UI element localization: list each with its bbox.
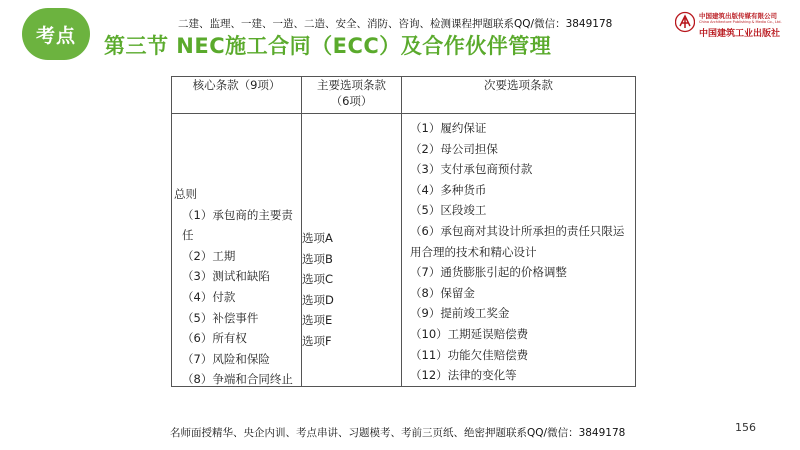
list-item: （5）补偿事件 [182,310,259,325]
list-item: 总则 [174,187,197,201]
list-item: （5）区段竣工 [410,203,487,218]
list-item: （9）提前竣工奖金 [410,306,510,321]
list-item: 选项D [302,292,334,307]
topic-badge-label: 考点 [35,24,76,47]
list-item: （8）保留金 [410,285,475,300]
footer-banner: 名师面授精华、央企内训、考点串讲、习题模考、考前三页纸、绝密押题联系QQ/微信：3849178 [170,427,626,439]
header-main-options [302,77,402,114]
table-header-row [172,77,636,114]
list-item: （3）支付承包商预付款 [410,162,533,177]
page-title: 第三节 NEC施工合同（ECC）及合作伙伴管理 [104,34,552,58]
list-item: （1）履约保证 [410,121,487,135]
publisher-name: 中国建筑出版传媒有限公司 [699,12,777,20]
list-item: （2）母公司担保 [410,141,498,156]
header-secondary-options: 次要选项条款 [402,77,636,114]
publisher-logo-block [675,10,795,40]
contract-clauses-table [171,76,636,387]
list-item: （11）功能欠佳赔偿费 [410,347,529,362]
publisher-logo-icon [675,11,695,33]
list-item: （6）承包商对其设计所承担的责任只限运用合理的技术和精心设计 [410,223,625,259]
header-core-clauses: 核心条款（9项） [172,77,302,114]
list-item: （10）工期延误赔偿费 [410,326,529,341]
list-item: （12）法律的变化等 [410,368,517,383]
top-banner: 二建、监理、一建、一造、二造、安全、消防、咨询、检测课程押题联系QQ/微信：3849178 [178,18,613,30]
list-item: （2）工期 [182,248,236,263]
list-item: 选项A [302,231,333,245]
list-item: （4）多种货币 [410,182,487,197]
list-item: 选项C [302,272,334,287]
list-item: （7）风险和保险 [182,351,270,366]
list-item: （3）测试和缺陷 [182,269,270,284]
list-item: （7）通货膨胀引起的价格调整 [410,265,567,280]
topic-badge [22,8,90,60]
list-item: （1）承包商的主要责任 [182,207,293,243]
header-main-options-line1: 主要选项条款 [317,78,386,92]
table-body-row [172,114,636,387]
list-item: （6）所有权 [182,331,247,346]
publisher-script-name: 中国建筑工业出版社 [699,29,781,39]
list-item: 选项B [302,251,333,266]
list-item: （4）付款 [182,289,236,304]
page-number: 156 [735,421,756,434]
main-options-cell [302,114,402,387]
core-clauses-cell [172,114,302,387]
secondary-options-cell [402,114,636,387]
publisher-english-name: China Architecture Publishing & Media Co., Ltd. [699,20,782,24]
header-main-options-line2: （6项） [330,94,373,108]
list-item: （8）争端和合同终止 [182,372,293,387]
list-item: 选项F [302,333,332,348]
list-item: 选项E [302,313,333,328]
